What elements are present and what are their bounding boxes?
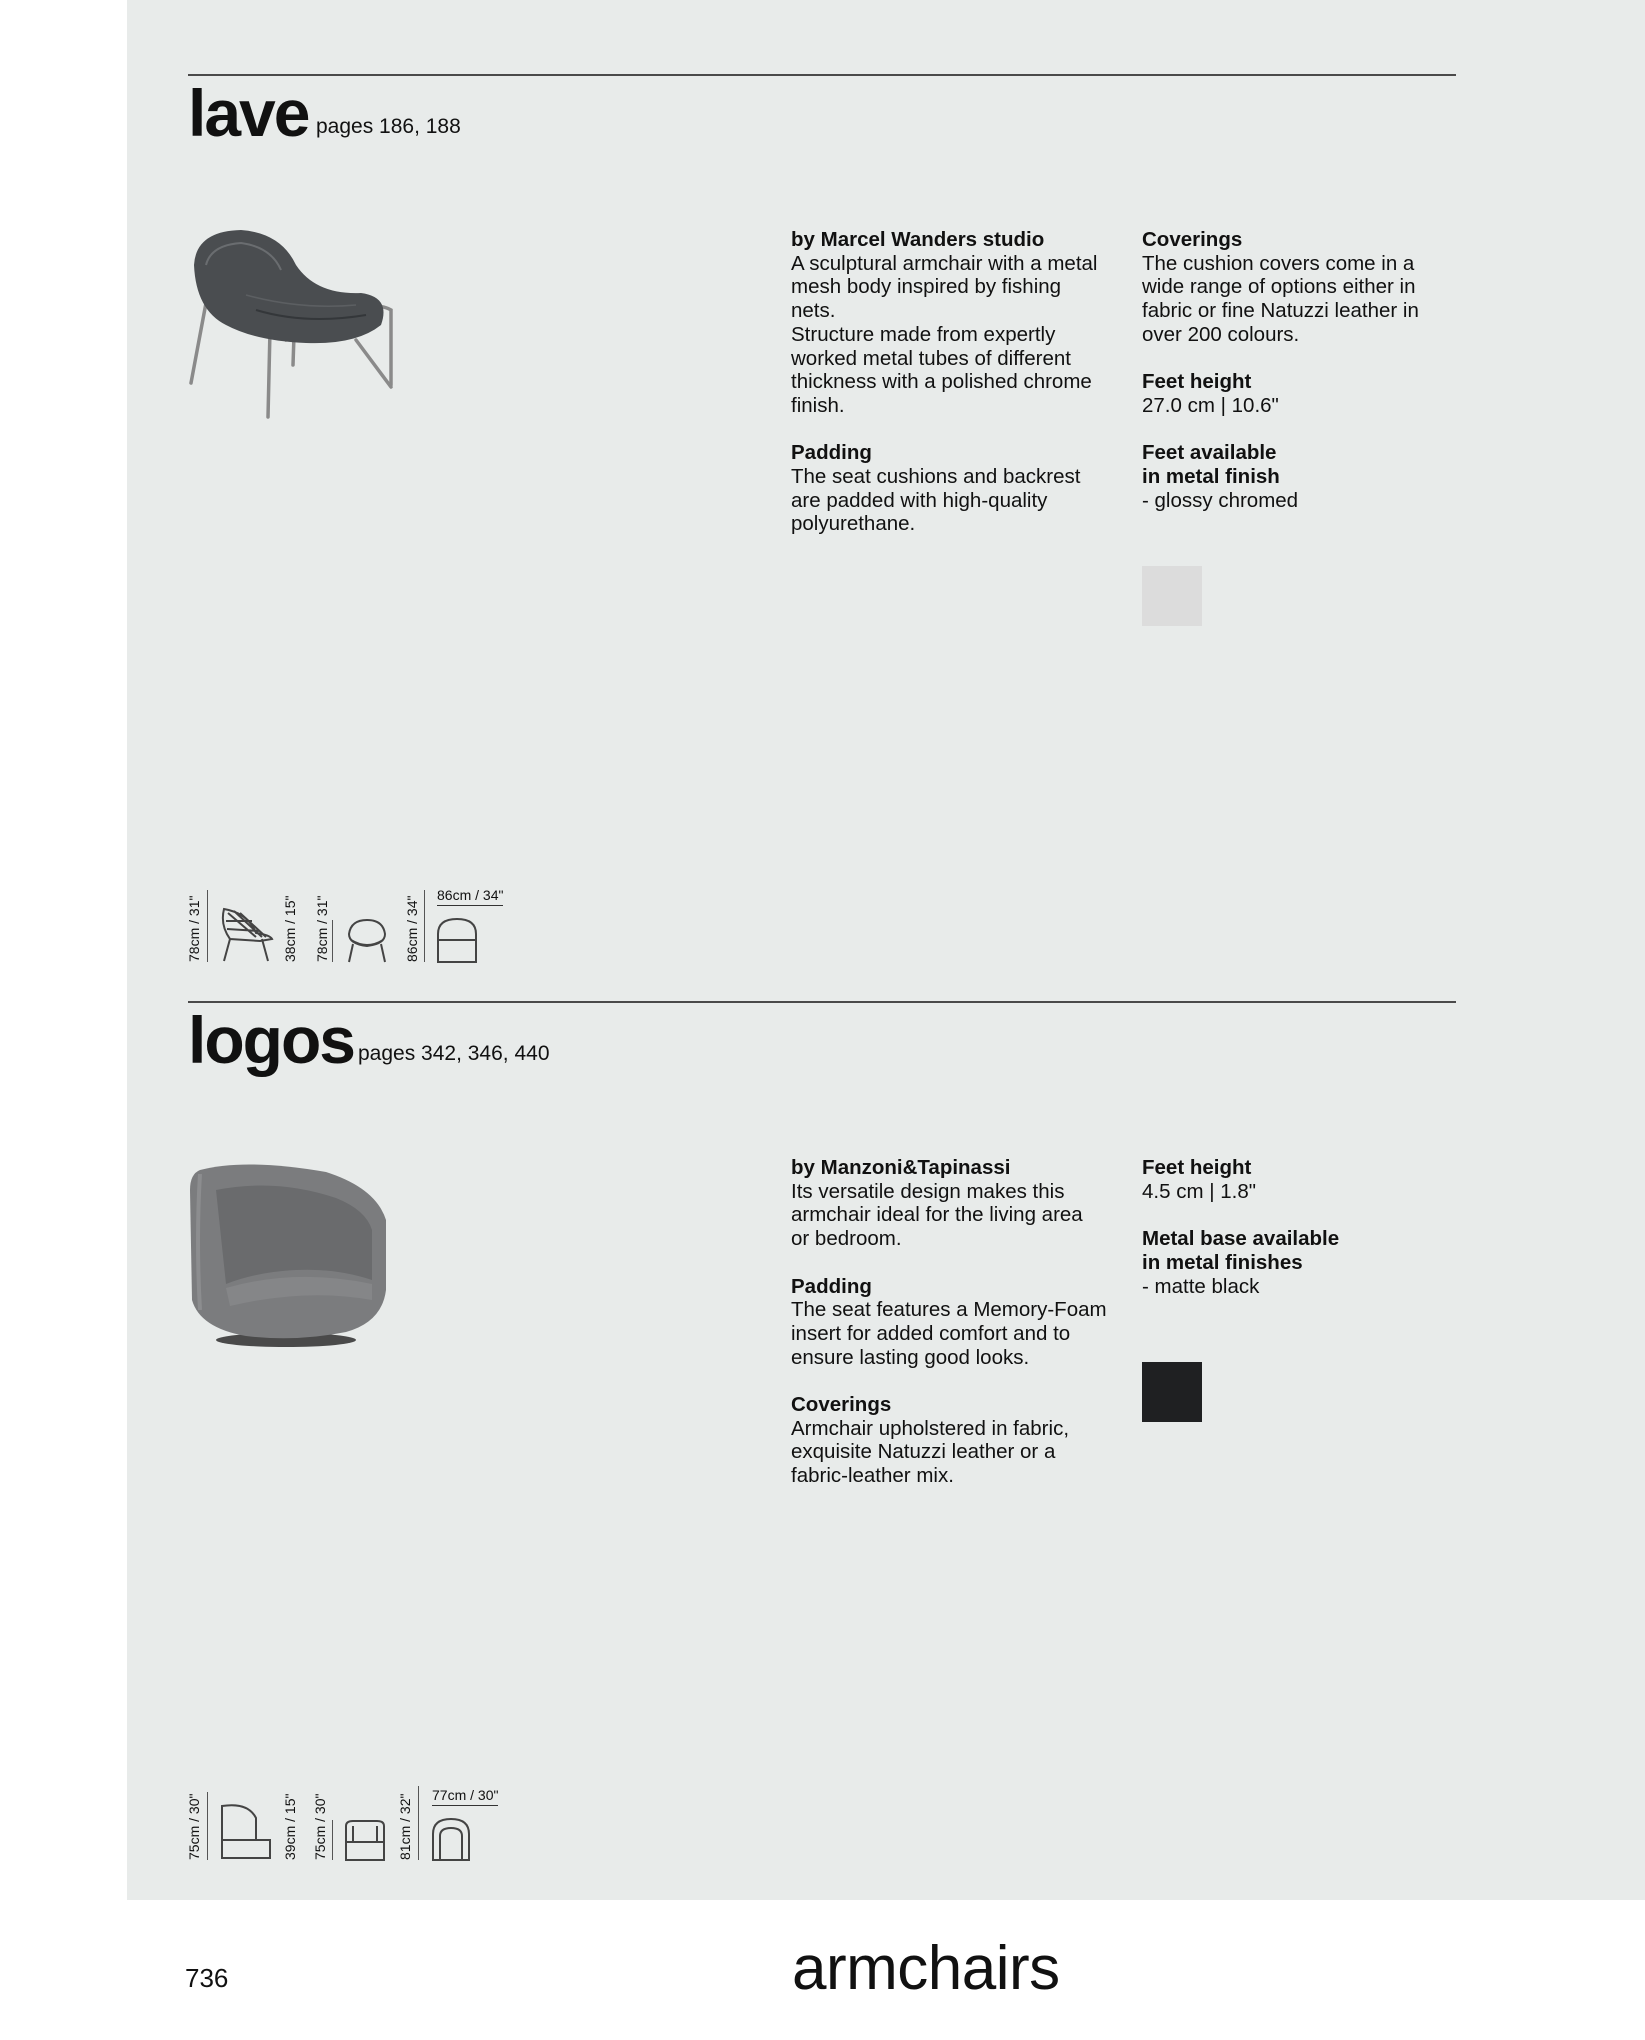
description-line: mesh body inspired by fishing [791, 275, 1062, 299]
product-title: logos [188, 1003, 354, 1077]
logos-specs-column [1142, 1156, 1442, 1322]
finish-swatch-matte-black [1142, 1362, 1202, 1422]
designer-credit: by Manzoni&Tapinassi [791, 1156, 1011, 1179]
lave-armchair-photo [186, 225, 398, 425]
feet-height-value: 27.0 cm | 10.6" [1142, 393, 1279, 417]
coverings-heading: Coverings [1142, 228, 1243, 251]
dimension-label: 38cm / 15" [282, 895, 298, 962]
section-divider [188, 1001, 1456, 1003]
dimension-label: 75cm / 30" [312, 1793, 328, 1860]
lave-specs-column [1142, 228, 1442, 536]
feet-height-heading: Feet height [1142, 370, 1252, 394]
page-reference: pages 186, 188 [316, 115, 461, 138]
base-finish-option: - matte black [1142, 1274, 1260, 1298]
base-finish-heading: Metal base available [1142, 1227, 1340, 1251]
padding-heading: Padding [791, 1274, 872, 1298]
description-line: A sculptural armchair with a metal [791, 251, 1098, 275]
feet-finish-option: - glossy chromed [1142, 488, 1299, 512]
dimension-line [332, 1820, 333, 1860]
padding-line: are padded with high-quality [791, 488, 1048, 512]
padding-heading: Padding [791, 441, 872, 465]
dimension-label: 86cm / 34" [437, 887, 504, 903]
padding-line: The seat cushions and backrest [791, 465, 1081, 489]
logos-description-column [791, 1156, 1131, 1512]
dimension-label: 78cm / 31" [314, 895, 330, 962]
feet-height-value: 4.5 cm | 1.8" [1142, 1179, 1257, 1203]
top-view-icon [430, 1816, 472, 1862]
dimension-label: 81cm / 32" [397, 1793, 413, 1860]
dimension-label: 75cm / 30" [186, 1793, 202, 1860]
feet-finish-heading-2: in metal finish [1142, 465, 1280, 488]
finish-swatch-glossy-chromed [1142, 566, 1202, 626]
feet-height-heading: Feet height [1142, 1156, 1252, 1179]
logos-armchair-photo [186, 1160, 390, 1350]
padding-line: insert for added comfort and to [791, 1321, 1071, 1345]
dimension-line [207, 1792, 208, 1860]
feet-finish-heading: Feet available [1142, 441, 1277, 465]
description-line: finish. [791, 393, 845, 417]
description-line: worked metal tubes of different [791, 346, 1071, 370]
dimension-label: 86cm / 34" [404, 895, 420, 962]
coverings-heading: Coverings [791, 1393, 892, 1416]
description-line: armchair ideal for the living area [791, 1203, 1083, 1227]
lave-description-column [791, 228, 1131, 560]
top-view-icon [435, 916, 479, 964]
description-line: Its versatile design makes this [791, 1179, 1065, 1203]
section-divider [188, 74, 1456, 76]
description-line: nets. [791, 299, 836, 323]
description-line: or bedroom. [791, 1227, 902, 1251]
padding-line: ensure lasting good looks. [791, 1345, 1030, 1369]
coverings-line: over 200 colours. [1142, 322, 1300, 346]
designer-credit: by Marcel Wanders studio [791, 228, 1045, 251]
front-view-icon [345, 918, 389, 964]
page-reference: pages 342, 346, 440 [358, 1042, 550, 1065]
product-title: lave [188, 76, 309, 150]
coverings-line: fabric-leather mix. [791, 1464, 954, 1488]
side-view-icon [218, 905, 276, 963]
category-title: armchairs [792, 1934, 1060, 2003]
description-line: thickness with a polished chrome [791, 370, 1092, 394]
padding-line: The seat features a Memory-Foam [791, 1298, 1107, 1322]
description-line: Structure made from expertly [791, 322, 1056, 346]
side-view-icon [218, 1800, 274, 1862]
page-number: 736 [185, 1963, 229, 1993]
coverings-line: The cushion covers come in a [1142, 251, 1415, 275]
coverings-line: wide range of options either in [1142, 275, 1416, 299]
front-view-icon [343, 1818, 387, 1862]
dimension-line [418, 1786, 419, 1860]
dimension-line [207, 890, 208, 962]
coverings-line: exquisite Natuzzi leather or a [791, 1440, 1056, 1464]
dimension-line [332, 920, 333, 962]
dimension-label: 77cm / 30" [432, 1787, 499, 1803]
coverings-line: Armchair upholstered in fabric, [791, 1416, 1070, 1440]
dimension-line [424, 890, 425, 962]
base-finish-heading-2: in metal finishes [1142, 1250, 1303, 1274]
coverings-line: fabric or fine Natuzzi leather in [1142, 299, 1419, 323]
dimension-label: 78cm / 31" [186, 895, 202, 962]
padding-line: polyurethane. [791, 512, 916, 536]
dimension-label: 39cm / 15" [282, 1793, 298, 1860]
